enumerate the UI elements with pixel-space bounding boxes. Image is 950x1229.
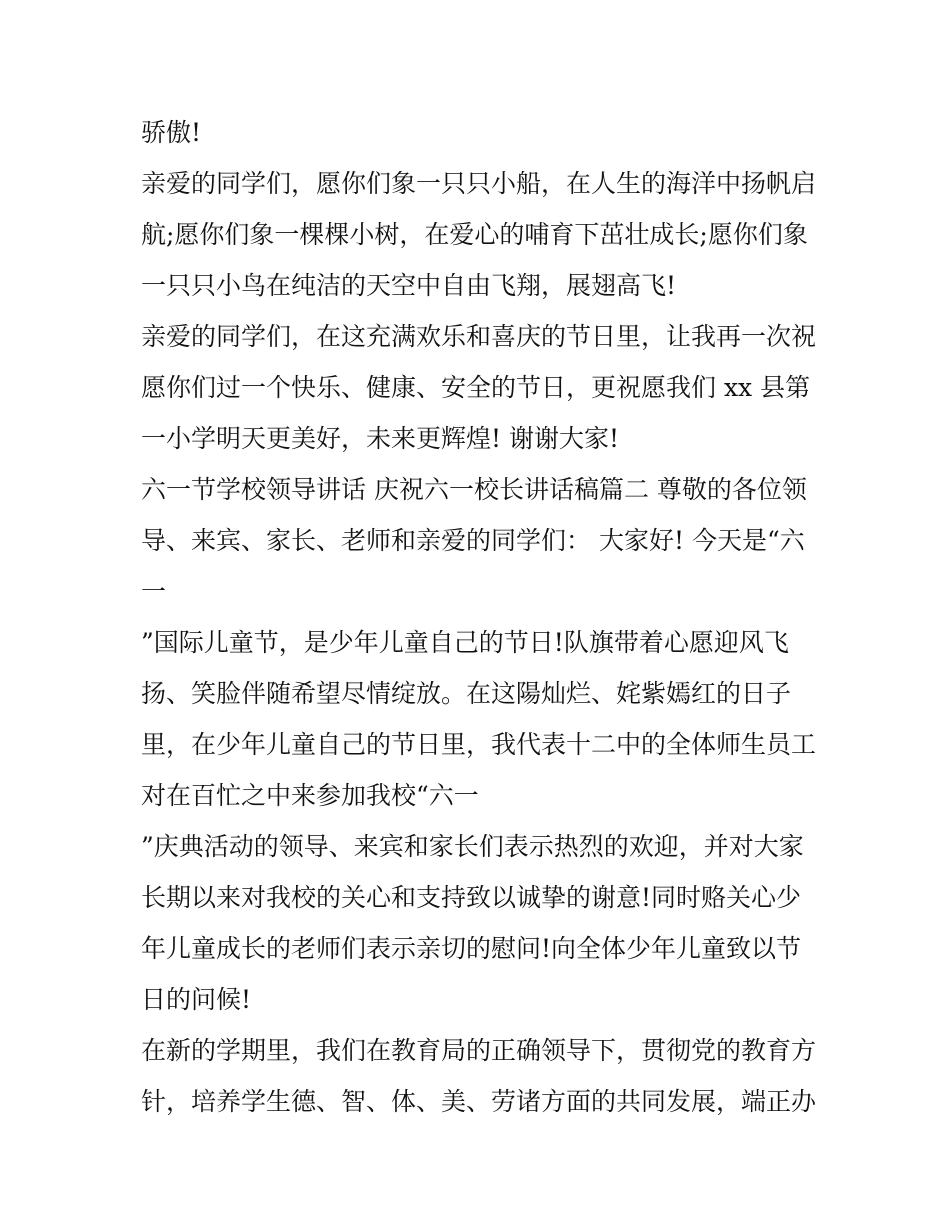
text-line: 里，在少年儿童自己的节日里，我代表十二中的全体师生员工 [141, 730, 817, 759]
text-line: 针，培养学生德、智、体、美、劳诸方面的共同发展，端正办 [141, 1087, 817, 1116]
text-line: 长期以来对我校的关心和支持致以诚挚的谢意!同时赂关心少 [141, 883, 802, 912]
text-line: 骄傲! [141, 118, 202, 147]
text-line: 导、来宾、家长、老师和亲爱的同学们： 大家好! 今天是“六 [141, 526, 805, 555]
text-line: 在新的学期里，我们在教育局的正确领导下，贯彻党的教育方 [141, 1036, 817, 1065]
text-line: 一小学明天更美好，未来更辉煌! 谢谢大家! [141, 424, 620, 453]
text-line: 亲爱的同学们，愿你们象一只只小船，在人生的海洋中扬帆启 [141, 169, 817, 198]
text-line: ”国际儿童节，是少年儿童自己的节日!队旗带着心愿迎风飞 [141, 628, 789, 657]
text-line: 一 [141, 577, 167, 606]
text-line: 六一节学校领导讲话 庆祝六一校长讲话稿篇二 尊敬的各位领 [141, 475, 807, 504]
text-line: 亲爱的同学们，在这充满欢乐和喜庆的节日里，让我再一次祝 [141, 322, 817, 351]
text-line: 航;愿你们象一棵棵小树，在爱心的哺育下茁壮成长;愿你们象 [141, 220, 808, 249]
body-text [141, 107, 821, 1127]
text-line: 一只只小鸟在纯洁的天空中自由飞翔，展翅高飞! [141, 271, 677, 300]
text-line: 愿你们过一个快乐、健康、安全的节日，更祝愿我们 xx 县第 [141, 373, 811, 402]
text-line: 日的问候! [141, 985, 252, 1014]
text-line: 扬、笑脸伴随希望尽情绽放。在这陽灿烂、姹紫嫣红的日子 [141, 679, 792, 708]
text-line: 年儿童成长的老师们表示亲切的慰问!向全体少年儿童致以节 [141, 934, 802, 963]
text-line: ”庆典活动的领导、来宾和家长们表示热烈的欢迎，并对大家 [141, 832, 804, 861]
text-line: 对在百忙之中来参加我校“六一 [141, 781, 479, 810]
